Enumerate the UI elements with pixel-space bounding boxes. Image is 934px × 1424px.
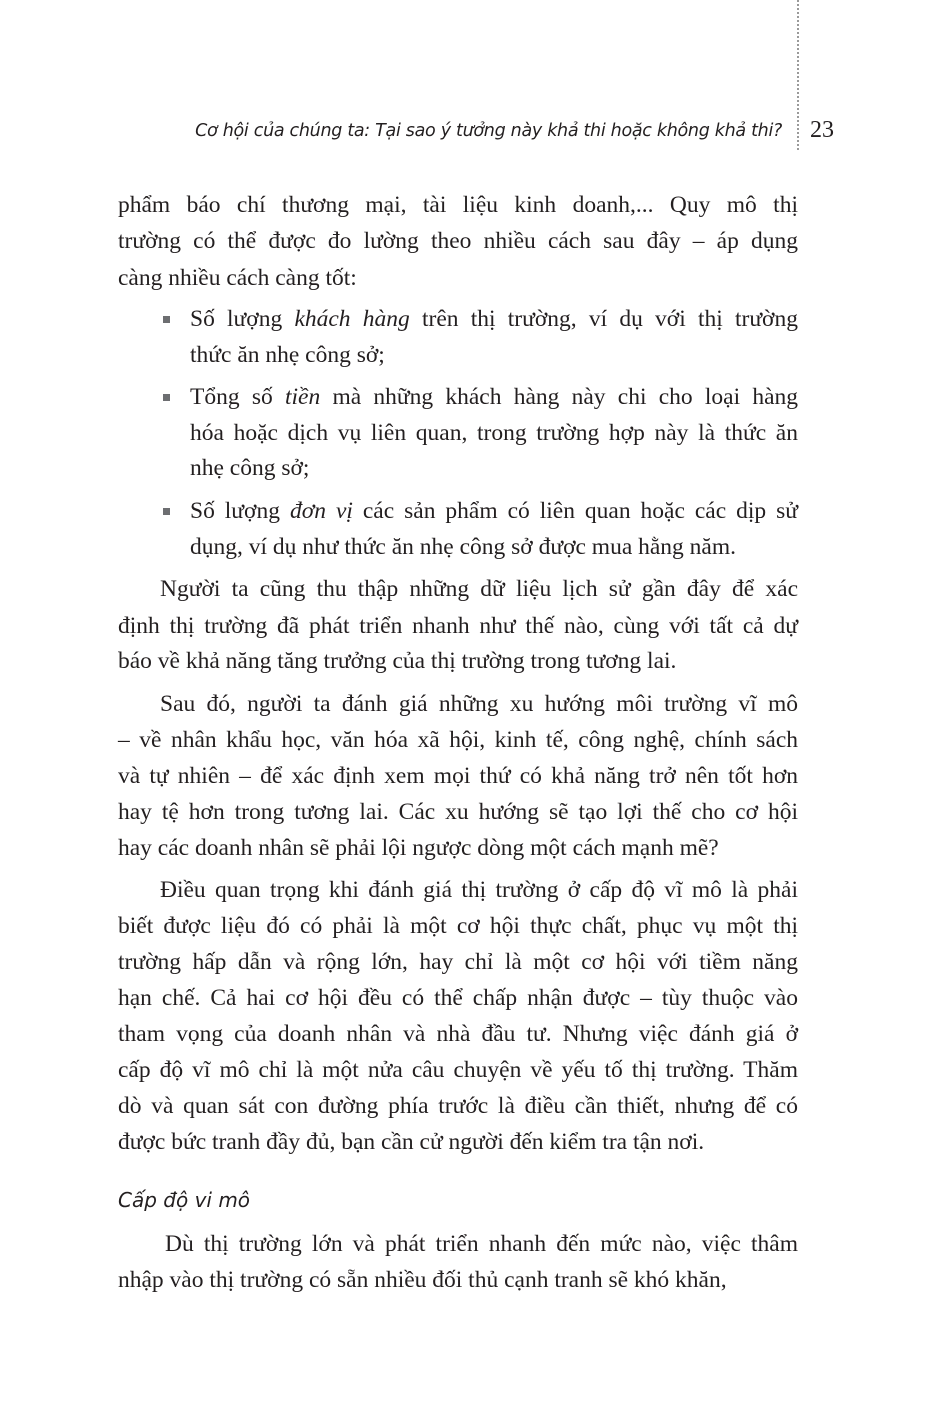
text-segment: trường hấp dẫn và rộng lớn, hay chỉ là một cơ hội với tiềm năng (118, 949, 798, 975)
text-segment: phẩm báo chí thương mại, tài liệu kinh doanh,... Quy mô thị (118, 192, 798, 218)
bullet-line (190, 340, 798, 370)
text-segment: Sau đó, người ta đánh giá những xu hướng môi trường vĩ mô (160, 691, 798, 717)
page-number: 23 (810, 117, 834, 143)
bullet-line (190, 418, 798, 448)
text-line (118, 725, 798, 755)
text-line (118, 1019, 798, 1049)
text-segment: và tự nhiên – để xác định xem mọi thứ có khả năng trở nên tốt hơn (118, 763, 798, 789)
text-segment: Người ta cũng thu thập những dữ liệu lịch sử gần đây để xác (160, 576, 798, 602)
text-line (118, 833, 798, 863)
margin-dotted-rule (797, 0, 799, 150)
text-segment: cấp độ vĩ mô chỉ là một nửa câu chuyện về yếu tố thị trường. Thăm (118, 1057, 798, 1083)
text-line (118, 947, 798, 977)
text-line (118, 646, 798, 676)
text-line (118, 761, 798, 791)
emphasis-text: tiền (284, 384, 321, 410)
bullet-line (190, 304, 798, 334)
text-segment: định thị trường đã phát triển nhanh như thế nào, cùng với tất cả dự (118, 613, 798, 639)
text-segment: báo về khả năng tăng trưởng của thị trường trong tương lai. (118, 648, 677, 674)
text-segment: được bức tranh đầy đủ, bạn cần cử người đến kiểm tra tận nơi. (118, 1129, 705, 1155)
text-segment: càng nhiều cách càng tốt: (118, 265, 357, 291)
text-segment: Dù thị trường lớn và phát triển nhanh đến mức nào, việc thâm (165, 1231, 798, 1257)
text-segment: trường có thể được đo lường theo nhiều cách sau đây – áp dụng (118, 228, 798, 254)
text-segment: dò và quan sát con đường phía trước là điều cần thiết, nhưng để có (118, 1093, 798, 1119)
text-segment: hay các doanh nhân sẽ phải lội ngược dòng một cách mạnh mẽ? (118, 835, 719, 861)
text-segment: hóa hoặc dịch vụ liên quan, trong trường hợp này là thức ăn (190, 420, 798, 446)
text-line (118, 226, 798, 256)
text-line (160, 574, 798, 604)
section-heading: Cấp độ vi mô (118, 1188, 251, 1212)
bullet-line (190, 453, 798, 483)
text-line (118, 1091, 798, 1121)
text-segment: thức ăn nhẹ công sở; (190, 342, 385, 368)
text-line (160, 875, 798, 905)
text-line (118, 611, 798, 641)
text-line (118, 263, 798, 293)
bullet-line (190, 496, 798, 526)
text-line (118, 983, 798, 1013)
text-segment: Tổng số (190, 384, 285, 410)
text-segment: Điều quan trọng khi đánh giá thị trường ở cấp độ vĩ mô là phải (160, 877, 798, 903)
text-segment: hạn chế. Cả hai cơ hội đều có thể chấp nhận được – tùy thuộc vào (118, 985, 798, 1011)
text-segment: Số lượng (190, 498, 290, 524)
bullet-square-icon (163, 508, 170, 515)
text-segment: dụng, ví dụ như thức ăn nhẹ công sở được mua hằng năm. (190, 534, 737, 560)
bullet-line (190, 532, 798, 562)
text-line (118, 1265, 798, 1295)
text-line (118, 797, 798, 827)
text-line (118, 1055, 798, 1085)
text-segment: – về nhân khẩu học, văn hóa xã hội, kinh tế, công nghệ, chính sách (118, 727, 798, 753)
text-segment: nhập vào thị trường có sẵn nhiều đối thủ cạnh tranh sẽ khó khăn, (118, 1267, 727, 1293)
bullet-square-icon (163, 316, 170, 323)
text-segment: tham vọng của doanh nhân và nhà đầu tư. Nhưng việc đánh giá ở (118, 1021, 798, 1047)
text-segment: biết được liệu đó có phải là một cơ hội thực chất, phục vụ một thị (118, 913, 798, 939)
text-segment: trên thị trường, ví dụ với thị trường (409, 306, 798, 332)
emphasis-text: khách hàng (294, 306, 410, 332)
text-line (160, 689, 798, 719)
bullet-line (190, 382, 798, 412)
emphasis-text: đơn vị (289, 498, 353, 524)
bullet-square-icon (163, 394, 170, 401)
text-segment: các sản phẩm có liên quan hoặc các dịp sử (352, 498, 798, 524)
text-line (165, 1229, 798, 1259)
text-segment: nhẹ công sở; (190, 455, 310, 481)
text-segment: hay tệ hơn trong tương lai. Các xu hướng sẽ tạo lợi thế cho cơ hội (118, 799, 798, 825)
text-line (118, 190, 798, 220)
running-header: Cơ hội của chúng ta: Tại sao ý tưởng này khả thi hoặc không khả thi? (195, 121, 782, 141)
text-line (118, 911, 798, 941)
text-line (118, 1127, 798, 1157)
text-segment: Số lượng (190, 306, 295, 332)
text-segment: mà những khách hàng này chi cho loại hàng (320, 384, 799, 410)
